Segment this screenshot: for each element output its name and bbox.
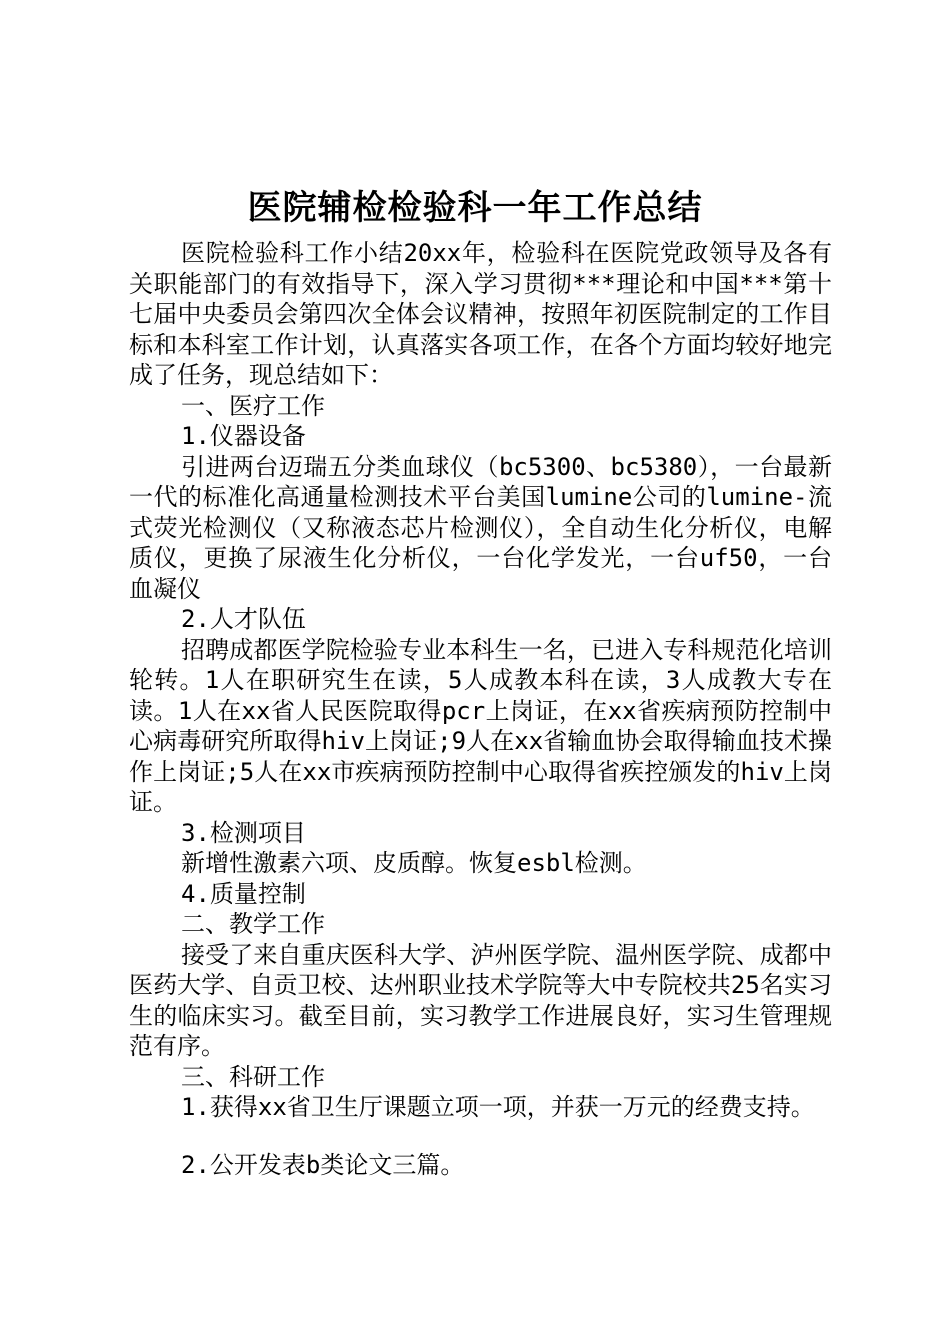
equipment-paragraph: 引进两台迈瑞五分类血球仪（bc5300、bc5380），一台最新一代的标准化高通量检测技术平台美国lumine公司的lumine-流式荧光检测仪（又称液态芯片检测仪），全自动生化分析仪，电解质仪，更换了尿液生化分析仪，一台化学发光，一台uf50，一台血凝仪 [129,452,832,603]
intro-paragraph: 医院检验科工作小结20xx年，检验科在医院党政领导及各有关职能部门的有效指导下，深入学习贯彻***理论和中国***第十七届中央委员会第四次全体会议精神，按照年初医院制定的工作目标和本科室工作计划，认真落实各项工作，在各个方面均较好地完成了任务，现总结如下： [129,239,832,389]
subheading-talent: 2.人才队伍 [181,605,306,633]
subheading-equipment: 1.仪器设备 [181,422,306,450]
subheading-tests: 3.检测项目 [181,818,306,847]
document-title: 医院辅检检验科一年工作总结 [247,188,703,228]
section-heading-medical: 一、医疗工作 [181,391,325,420]
research-item-1: 1.获得xx省卫生厅课题立项一项，并获一万元的经费支持。 [181,1093,815,1121]
talent-paragraph: 招聘成都医学院检验专业本科生一名，已进入专科规范化培训轮转。1人在职研究生在读，5人成教本科在读，3人成教大专在读。1人在xx省人民医院取得pcr上岗证，在xx省疾病预防控制中心病毒研究所取得hiv上岗证;9人在xx省输血协会取得输血技术操作上岗证;5人在xx市疾病预防控制中心取得省疾控颁发的hiv上岗证。 [129,635,832,816]
tests-paragraph: 新增性激素六项、皮质醇。恢复esbl检测。 [181,849,647,877]
document-body [129,238,832,1180]
section-heading-research: 三、科研工作 [181,1062,325,1091]
section-heading-teaching: 二、教学工作 [181,910,325,938]
subheading-quality: 4.质量控制 [181,879,306,908]
research-item-2: 2.公开发表b类论文三篇。 [181,1150,465,1179]
teaching-paragraph: 接受了来自重庆医科大学、泸州医学院、温州医学院、成都中医药大学、自贡卫校、达州职业技术学院等大中专院校共25名实习生的临床实习。截至目前，实习教学工作进展良好，实习生管理规范有序。 [129,940,832,1060]
